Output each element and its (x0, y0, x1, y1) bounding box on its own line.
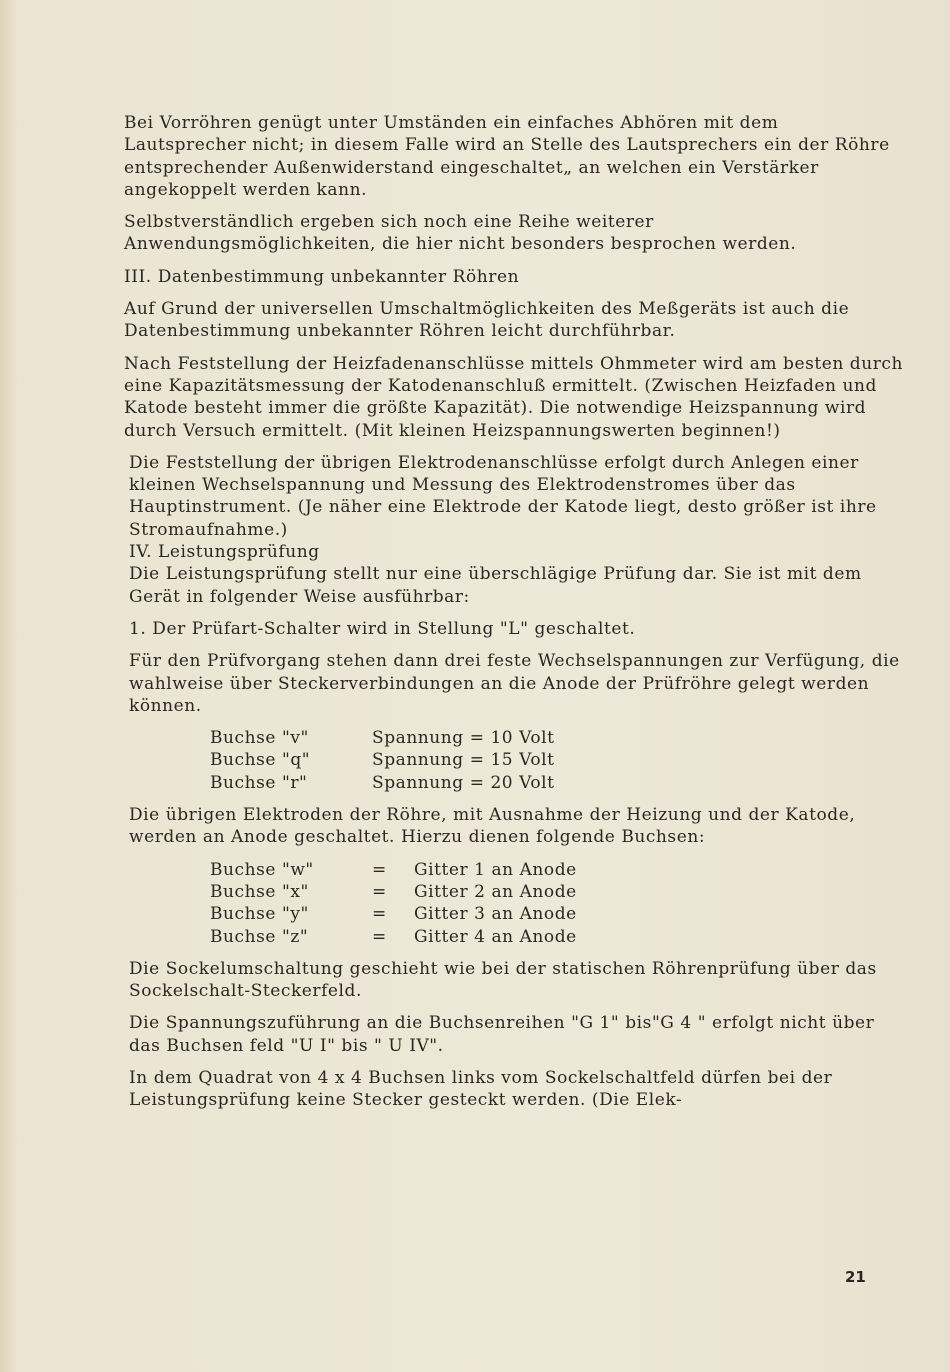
socket-label: Buchse "v" (210, 728, 309, 749)
paragraph-wechselspannungen: Für den Prüfvorgang stehen dann drei feste Wechselspannungen zur Verfügung, die wahlweise über Steckerverbindungen an die Anode der Prüfröhre gelegt werden können. (129, 651, 900, 716)
section-heading-datenbestimmung: III. Datenbestimmung unbekannter Röhren (124, 266, 520, 287)
paragraph-vorroehren: Bei Vorröhren genügt unter Umständen ein einfaches Abhören mit dem Lautsprecher nicht; in diesem Falle wird an Stelle des Lautsprechers ein der Röhre entsprechender Außenwiderstand eingeschaltet„ an welchen ein Verstärker angekoppelt werden kann. (124, 113, 890, 200)
equals-sign: = (372, 904, 387, 925)
socket-label: Buchse "x" (210, 881, 309, 902)
paragraph-step-1: 1. Der Prüfart-Schalter wird in Stellung "L" geschaltet. (129, 618, 636, 639)
table-row (210, 727, 555, 749)
table-row (210, 749, 555, 771)
equals-sign: = (372, 859, 387, 880)
paragraph-anwendungen: Selbstverständlich ergeben sich noch eine Reihe weiterer Anwendungsmöglichkeiten, die hier nicht besonders besprochen werden. (124, 212, 797, 255)
page-number: 21 (845, 1268, 866, 1286)
socket-label: Buchse "z" (210, 926, 309, 947)
section-heading-leistungspruefung: IV. Leistungsprüfung (129, 542, 320, 563)
table-row (210, 881, 577, 903)
socket-label: Buchse "r" (210, 772, 308, 793)
socket-label: Buchse "q" (210, 750, 311, 771)
voltage-table (210, 727, 555, 794)
paragraph-leistungspruefung-intro: Die Leistungsprüfung stellt nur eine überschlägige Prüfung dar. Sie ist mit dem Gerät in folgender Weise ausführbar: (129, 564, 862, 607)
page-body (124, 112, 904, 1122)
voltage-value: Spannung = 15 Volt (372, 750, 555, 771)
grid-value: Gitter 3 an Anode (414, 904, 577, 925)
grid-value: Gitter 2 an Anode (414, 881, 577, 902)
paragraph-heizfaden: Nach Feststellung der Heizfadenanschlüsse mittels Ohmmeter wird am besten durch eine Kapazitätsmessung der Katodenanschluß ermittelt. (Zwischen Heizfaden und Katode besteht immer die größte Kapazität). Die notwendige Heizspannung wird durch Versuch ermittelt. (Mit kleinen Heizspannungswerten beginnen!) (124, 353, 903, 441)
equals-sign: = (372, 881, 387, 902)
paragraph-universell: Auf Grund der universellen Umschaltmöglichkeiten des Meßgeräts ist auch die Datenbestimmung unbekannter Röhren leicht durchführbar. (124, 299, 850, 342)
paragraph-spannungszufuehrung: Die Spannungszuführung an die Buchsenreihen "G 1" bis"G 4 " erfolgt nicht über das Buchsen feld "U I" bis " U IV". (129, 1013, 875, 1056)
grid-value: Gitter 1 an Anode (414, 859, 577, 880)
grid-socket-table (210, 859, 577, 948)
table-row (210, 859, 577, 881)
socket-label: Buchse "w" (210, 859, 314, 880)
voltage-value: Spannung = 10 Volt (372, 728, 555, 749)
table-row (210, 903, 577, 925)
voltage-value: Spannung = 20 Volt (372, 772, 555, 793)
paragraph-sockelumschaltung: Die Sockelumschaltung geschieht wie bei der statischen Röhrenprüfung über das Sockelschalt-Steckerfeld. (129, 958, 877, 1002)
paragraph-elektroden: Die Feststellung der übrigen Elektrodenanschlüsse erfolgt durch Anlegen einer kleinen Wechselspannung und Messung des Elektrodenstromes über das Hauptinstrument. (Je näher eine Elektrode der Katode liegt, desto größer ist ihre Stromaufnahme.) (129, 452, 877, 540)
socket-label: Buchse "y" (210, 904, 309, 925)
equals-sign: = (372, 926, 387, 947)
paragraph-uebrige-elektroden: Die übrigen Elektroden der Röhre, mit Ausnahme der Heizung und der Katode, werden an Anode geschaltet. Hierzu dienen folgende Buchsen: (129, 805, 856, 848)
table-row (210, 772, 555, 794)
paragraph-quadrat: In dem Quadrat von 4 x 4 Buchsen links vom Sockelschaltfeld dürfen bei der Leistungsprüfung keine Stecker gesteckt werden. (Die Elek- (129, 1067, 833, 1111)
grid-value: Gitter 4 an Anode (414, 926, 577, 947)
table-row (210, 926, 577, 948)
